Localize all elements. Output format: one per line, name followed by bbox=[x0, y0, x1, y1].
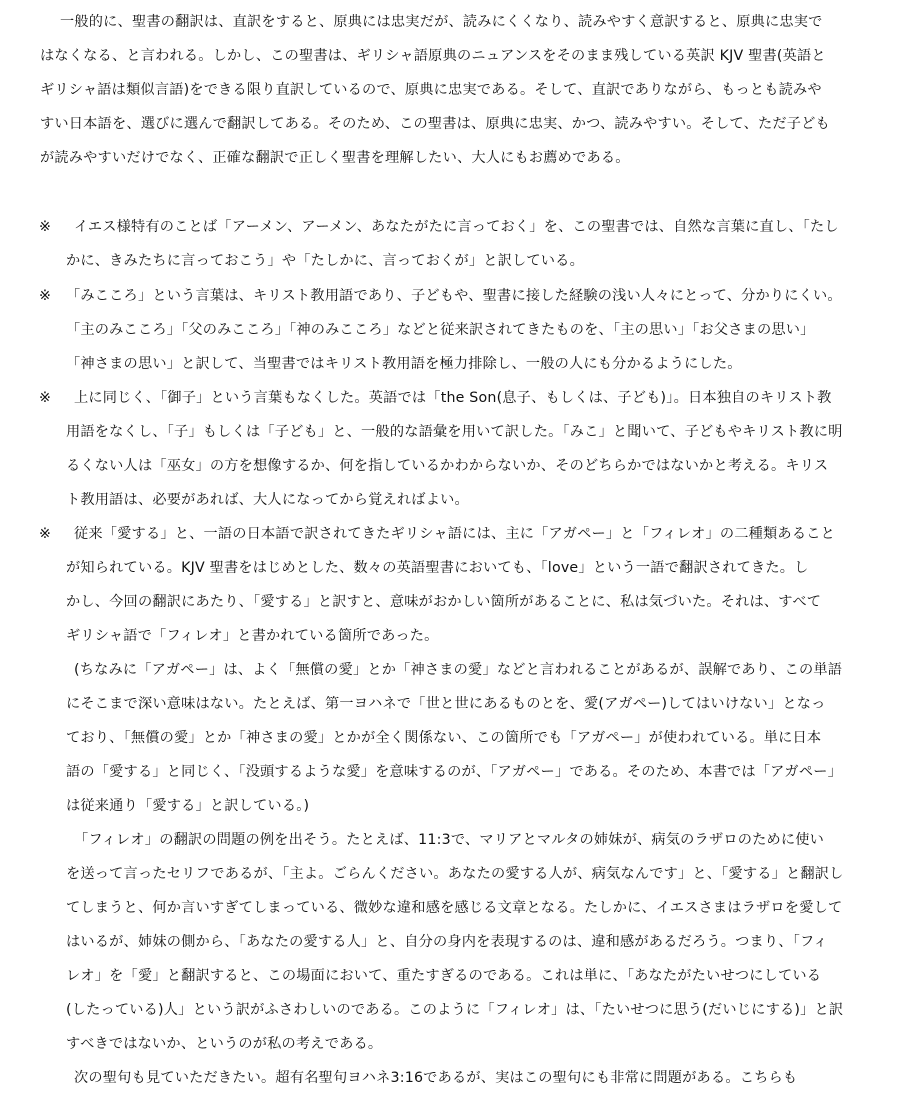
note-line: かし、今回の翻訳にあたり、「愛する」と訳すと、意味がおかしい箇所があることに、私は気づいた。それは、すべて bbox=[66, 594, 822, 610]
intro-line: はなくなる、と言われる。しかし、この聖書は、ギリシャ語原典のニュアンスをそのまま残している英訳 KJV 聖書(英語と bbox=[40, 48, 826, 64]
note-line: 語の「愛する」と同じく、「没頭するような愛」を意味するのが、「アガペー」である。そのため、本書では「アガペー」 bbox=[66, 764, 842, 780]
note-line: (したっている)人」という訳がふさわしいのである。このように「フィレオ」は、「たいせつに思う(だいじにする)」と訳 bbox=[66, 1002, 844, 1018]
intro-line: すい日本語を、選びに選んで翻訳してある。そのため、この聖書は、原典に忠実、かつ、読みやすい。そして、ただ子ども bbox=[40, 116, 830, 132]
note-line: 「主のみこころ」「父のみこころ」「神のみこころ」などと従来訳されてきたものを、「主の思い」「お父さまの思い」 bbox=[66, 322, 815, 338]
note-line: すべきではないか、というのが私の考えである。 bbox=[66, 1036, 383, 1052]
note-line: 「フィレオ」の翻訳の問題の例を出そう。たとえば、11:3で、マリアとマルタの姉妹が、病気のラザロのために使い bbox=[74, 832, 825, 848]
note-line: 従来「愛する」と、一語の日本語で訳されてきたギリシャ語には、主に「アガペー」と「フィレオ」の二種類あること bbox=[74, 526, 835, 542]
note-line: るくない人は「巫女」の方を想像するか、何を指しているかわからないか、そのどちらかではないかと考える。キリス bbox=[66, 458, 829, 474]
note-line: は従来通り「愛する」と訳している。) bbox=[66, 798, 310, 814]
note-line: イエス様特有のことば「アーメン、アーメン、あなたがたに言っておく」を、この聖書では、自然な言葉に直し、「たし bbox=[74, 219, 839, 235]
note-marker: ※ bbox=[39, 526, 51, 542]
note-line: てしまうと、何か言いすぎてしまっている、微妙な違和感を感じる文章となる。たしかに、イエスさまはラザロを愛して bbox=[66, 900, 843, 916]
note-line: かに、きみたちに言っておこう」や「たしかに、言っておくが」と訳している。 bbox=[66, 253, 584, 269]
note-line: (ちなみに「アガペー」は、よく「無償の愛」とか「神さまの愛」などと言われることがあるが、誤解であり、この単語 bbox=[74, 662, 843, 678]
note-line: を送って言ったセリフであるが、「主よ。ごらんください。あなたの愛する人が、病気なんです」と、「愛する」と翻訳し bbox=[66, 866, 844, 882]
note-line: ており、「無償の愛」とか「神さまの愛」とかが全く関係ない、この箇所でも「アガペー」が使われている。単に日本 bbox=[66, 730, 822, 746]
note-line: 「みこころ」という言葉は、キリスト教用語であり、子どもや、聖書に接した経験の浅い人々にとって、分かりにくい。 bbox=[66, 288, 842, 304]
intro-line: ギリシャ語は類似言語)をできる限り直訳しているので、原典に忠実である。そして、直訳でありながら、もっとも読みや bbox=[40, 82, 822, 98]
note-line: 「神さまの思い」と訳して、当聖書ではキリスト教用語を極力排除し、一般の人にも分かるようにした。 bbox=[66, 356, 742, 372]
note-line: 用語をなくし、「子」もしくは「子ども」と、一般的な語彙を用いて訳した。「みこ」と聞いて、子どもやキリスト教に明 bbox=[66, 424, 843, 440]
note-marker: ※ bbox=[39, 219, 51, 235]
note-line: 上に同じく、「御子」という言葉もなくした。英語では「the Son(息子、もしくは、子ども)」。日本独自のキリスト教 bbox=[74, 390, 832, 406]
note-line: 次の聖句も見ていただきたい。超有名聖句ヨハネ3:16であるが、実はこの聖句にも非常に問題がある。こちらも bbox=[74, 1070, 798, 1086]
note-line: が知られている。KJV 聖書をはじめとした、数々の英語聖書においても、「love」という一語で翻訳されてきた。し bbox=[66, 560, 809, 576]
note-line: レオ」を「愛」と翻訳すると、この場面において、重たすぎるのである。これは単に、「あなたがたいせつにしている bbox=[66, 968, 822, 984]
note-line: ギリシャ語で「フィレオ」と書かれている箇所であった。 bbox=[66, 628, 439, 644]
intro-line: 一般的に、聖書の翻訳は、直訳をすると、原典には忠実だが、読みにくくなり、読みやすく意訳すると、原典に忠実で bbox=[60, 14, 823, 30]
note-line: はいるが、姉妹の側から、「あなたの愛する人」と、自分の身内を表現するのは、違和感があるだろう。つまり、「フィ bbox=[66, 934, 828, 950]
note-line: にそこまで深い意味はない。たとえば、第一ヨハネで「世と世にあるものとを、愛(アガペー)してはいけない」となっ bbox=[66, 696, 826, 712]
note-line: ト教用語は、必要があれば、大人になってから覚えればよい。 bbox=[66, 492, 469, 508]
note-marker: ※ bbox=[39, 288, 51, 304]
note-marker: ※ bbox=[39, 390, 51, 406]
intro-line: が読みやすいだけでなく、正確な翻訳で正しく聖書を理解したい、大人にもお薦めである。 bbox=[40, 150, 630, 166]
